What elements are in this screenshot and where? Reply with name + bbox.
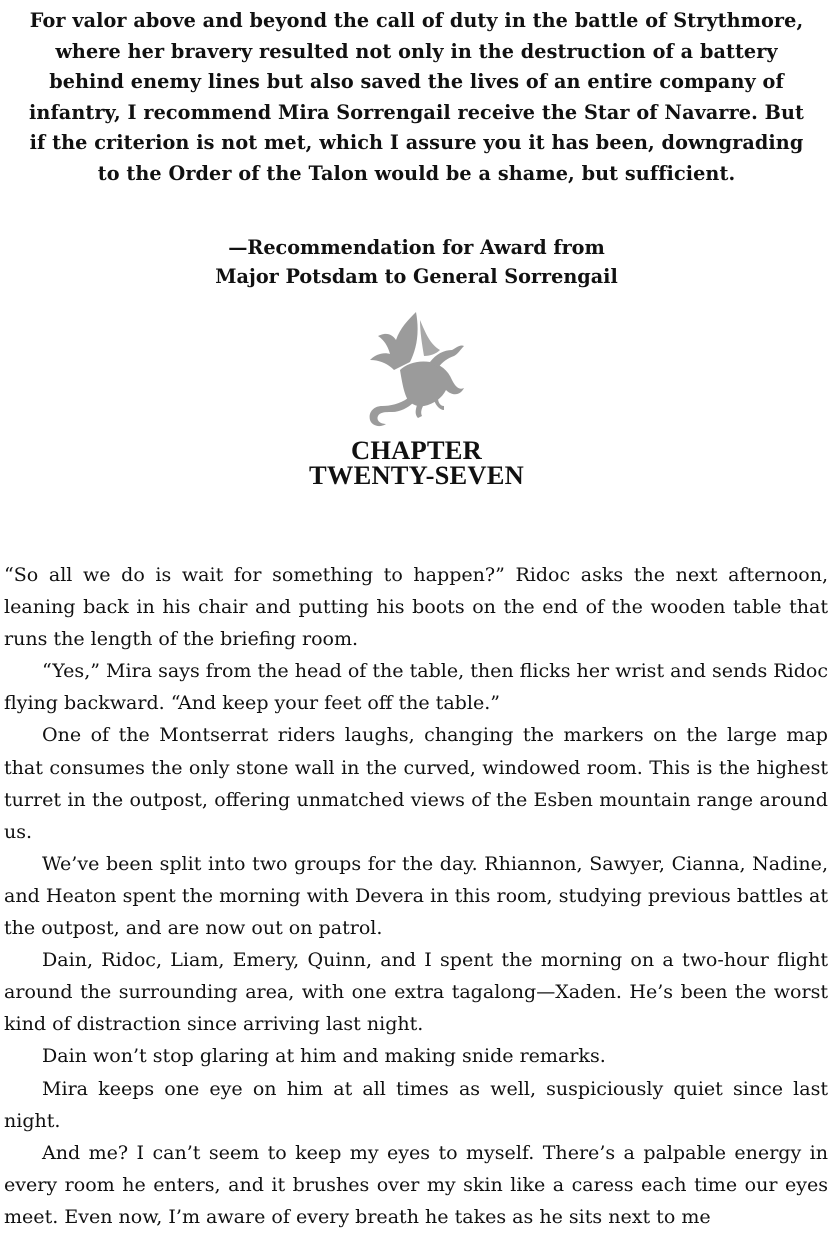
attribution-line-1: —Recommendation for Award from: [228, 236, 605, 259]
paragraph: And me? I can’t seem to keep my eyes to myself. There’s a palpable energy in every room he enters, and it brushes over my skin like a caress each time our eyes meet. Even now, I’m aware of every breath he takes as he sits next to me: [4, 1141, 828, 1228]
paragraph: Mira keeps one eye on him at all times as well, suspiciously quiet since last night.: [4, 1077, 828, 1132]
dragon-icon: [360, 310, 472, 432]
paragraph: One of the Montserrat riders laughs, changing the markers on the large map that consumes the only stone wall in the curved, windowed room. This is the highest turret in the outpost, offering unmatched views of the Esben mountain range around us.: [4, 724, 828, 843]
paragraph: We’ve been split into two groups for the day. Rhiannon, Sawyer, Cianna, Nadine, and Heaton spent the morning with Devera in this room, studying previous battles at the outpost, and are now out on patrol.: [4, 852, 828, 940]
chapter-label: CHAPTER: [351, 435, 482, 465]
chapter-heading: [0, 435, 833, 490]
paragraph: Dain, Ridoc, Liam, Emery, Quinn, and I spent the morning on a two-hour flight around the surrounding area, with one extra tagalong—Xaden. He’s been the worst kind of distraction since arriving last night.: [4, 949, 828, 1036]
attribution-line-2: Major Potsdam to General Sorrengail: [215, 264, 618, 288]
epigraph-attribution: [40, 234, 793, 291]
chapter-body: [4, 559, 828, 1233]
epigraph-text: For valor above and beyond the call of duty in the battle of Strythmore, where her bravery resulted not only in the destruction of a battery behind enemy lines but also saved the lives of an entire company of infantry, I recommend Mira Sorrengail receive the Star of Navarre. But if the criterion is not met, which I assure you it has been, downgrading to the Order of the Talon would be a shame, but sufficient.: [29, 9, 804, 185]
paragraph: “Yes,” Mira says from the head of the table, then flicks her wrist and sends Ridoc flying backward. “And keep your feet off the table.”: [4, 660, 828, 715]
chapter-number: TWENTY-SEVEN: [309, 459, 524, 490]
paragraph: Dain won’t stop glaring at him and making snide remarks.: [42, 1045, 606, 1068]
paragraph: “So all we do is wait for something to happen?” Ridoc asks the next afternoon, leaning back in his chair and putting his boots on the end of the wooden table that runs the length of the briefing room.: [4, 564, 828, 651]
